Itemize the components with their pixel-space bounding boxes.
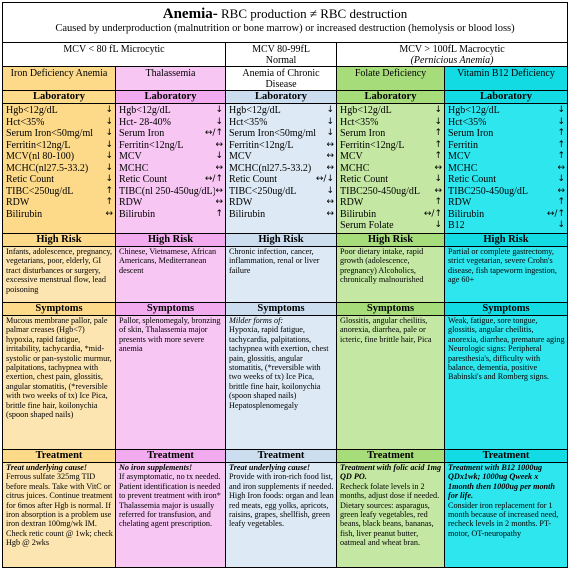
trend-arrow-icon: ↔/↑ — [204, 174, 223, 184]
lab-values — [337, 104, 444, 234]
lab-name: RDW — [119, 197, 143, 208]
lab-name: Hgb<12g/dL — [229, 105, 281, 116]
lab-row — [229, 117, 334, 129]
disease-name: Folate Deficiency — [337, 67, 444, 91]
mcv-macrocytic — [337, 43, 567, 67]
lab-name: Hgb<12g/dL — [340, 105, 392, 116]
trend-arrow-icon: ↔ — [215, 162, 223, 173]
column-folate-deficiency — [337, 67, 445, 568]
lab-values — [226, 104, 336, 234]
symptoms-heading: Symptoms — [116, 303, 225, 316]
trend-arrow-icon: ↔ — [105, 208, 113, 219]
risk-heading: High Risk — [337, 234, 444, 247]
lab-name: Bilirubin — [340, 208, 377, 220]
lab-name: Ferritin<12ng/L — [340, 139, 405, 151]
lab-row — [448, 174, 565, 186]
symptoms-lead: Milder forms of: — [229, 316, 284, 325]
lab-name: Ferritin<12ng/L — [119, 139, 184, 151]
lab-name: Bilirubin — [448, 208, 485, 220]
lab-row — [119, 140, 223, 152]
lab-row — [448, 151, 565, 163]
lab-row — [448, 128, 565, 140]
trend-arrow-icon: ↓ — [557, 116, 565, 127]
trend-arrow-icon: ↓ — [105, 139, 113, 150]
trend-arrow-icon: ↔ — [326, 162, 334, 173]
column-chronic-disease — [226, 67, 337, 568]
risk-text: Infants, adolescence, pregnancy, vegetarians, poor, elderly, GI tract disturbances or surgery, excessive menstrual flow, lead poisoning — [3, 247, 115, 303]
mcv-header-row — [3, 43, 567, 67]
trend-arrow-icon: ↔ — [215, 139, 223, 150]
lab-name: Hgb<12g/dL — [119, 105, 171, 116]
lab-name: Hgb<12g/dL — [448, 105, 500, 116]
symptoms-body: Glossitis, angular cheilitis, anorexia, diarrhea, pale or icteric, fine brittle hair, Pica — [340, 316, 432, 344]
lab-name: Ferritin — [448, 139, 478, 151]
trend-arrow-icon: ↔ — [215, 197, 223, 207]
trend-arrow-icon: ↔/↑ — [546, 208, 565, 219]
lab-row — [119, 209, 223, 221]
lab-name: Retic Count — [340, 174, 389, 185]
lab-row — [229, 105, 334, 117]
lab-name: MCV — [448, 151, 471, 162]
lab-name: Serum Iron — [119, 128, 165, 139]
lab-row — [229, 186, 334, 198]
risk-heading: High Risk — [116, 234, 225, 247]
lab-row — [6, 186, 113, 198]
lab-name: Serum Iron<50mg/ml — [6, 128, 94, 139]
mcv-label: MCV 80-99fL — [252, 44, 310, 55]
risk-heading: High Risk — [226, 234, 336, 247]
lab-row — [229, 163, 334, 175]
lab-row — [340, 209, 442, 221]
lab-row — [340, 140, 442, 152]
trend-arrow-icon: ↔/↑ — [204, 128, 223, 138]
lab-name: TIBC<250ug/dL — [6, 185, 74, 197]
risk-heading: High Risk — [445, 234, 567, 247]
trend-arrow-icon: ↓ — [434, 116, 442, 127]
lab-row — [340, 163, 442, 175]
trend-arrow-icon: ↓ — [105, 174, 113, 184]
symptoms-body: Pallor, splenomegaly, bronzing of skin, Thalassemia major presents with more severe anemia — [119, 316, 221, 354]
lab-row — [229, 140, 334, 152]
lab-row — [448, 117, 565, 129]
trend-arrow-icon: ↑ — [557, 128, 565, 138]
treatment-lead: Treat underlying cause! — [229, 463, 311, 472]
column-b12-deficiency — [445, 67, 567, 568]
treatment-body: Recheck folate levels in 2 months, adjust dose if needed. Dietary sources: asparagus, green leafy vegetables, red beans, black beans, bananas, fish, liver peanut butter, oatmeal and wheat bran. — [340, 481, 440, 548]
lab-row — [448, 209, 565, 221]
symptoms-body: Mucous membrane pallor, pale palmar creases (Hgb<7) hypoxia, rapid fatigue, irritability, tachycardia, *mid-systolic or pan-systolic murmur, palpitations, tachypnea with exertion, chest pain, glossitis, angular stomatitis, (*reversible with two weeks of tx) Ice Pica, brittle fine hair, koilonychia (spoon shaped nails) — [6, 316, 112, 420]
lab-row — [448, 105, 565, 117]
treatment-lead: Treat underlying cause! — [6, 463, 88, 472]
trend-arrow-icon: ↑ — [434, 139, 442, 150]
trend-arrow-icon: ↔ — [434, 162, 442, 173]
disease-name: Iron Deficiency Anemia — [3, 67, 115, 91]
risk-heading: High Risk — [3, 234, 115, 247]
lab-name: Hct- 28-40% — [119, 116, 171, 128]
lab-row — [229, 197, 334, 209]
lab-row — [6, 209, 113, 221]
lab-name: Retic Count — [229, 174, 278, 185]
trend-arrow-icon: ↑ — [434, 151, 442, 161]
lab-row — [6, 128, 113, 140]
anemia-chart — [2, 2, 568, 568]
trend-arrow-icon: ↓ — [215, 105, 223, 115]
treatment-heading: Treatment — [445, 450, 567, 463]
treatment-text — [3, 463, 115, 568]
lab-name: Ferritin<12ng/L — [6, 139, 71, 151]
lab-row — [6, 105, 113, 117]
lab-name: Retic Count — [448, 174, 497, 185]
trend-arrow-icon: ↓ — [557, 105, 565, 115]
lab-row — [6, 151, 113, 163]
mcv-sub: (Pernicious Anemia) — [410, 55, 494, 66]
symptoms-text — [445, 316, 567, 450]
lab-heading: Laboratory — [116, 91, 225, 104]
lab-name: RDW — [229, 197, 253, 208]
trend-arrow-icon: ↔ — [557, 162, 565, 173]
risk-text: Chinese, Vietnamese, African Americans, Mediterranean descent — [116, 247, 225, 303]
lab-row — [6, 140, 113, 152]
column-iron-deficiency — [3, 67, 116, 568]
lab-name: B12 — [448, 220, 465, 231]
lab-name: MCV — [119, 151, 142, 162]
lab-heading: Laboratory — [3, 91, 115, 104]
risk-text: Poor dietary intake, rapid growth (adolescence, pregnancy) Alcoholics, chronically malnourished — [337, 247, 444, 303]
lab-name: MCV — [340, 151, 363, 162]
lab-name: Bilirubin — [119, 208, 156, 220]
lab-row — [448, 140, 565, 152]
lab-row — [6, 117, 113, 129]
trend-arrow-icon: ↔/↑ — [423, 208, 442, 219]
treatment-heading: Treatment — [3, 450, 115, 463]
lab-row — [448, 197, 565, 209]
trend-arrow-icon: ↓ — [557, 220, 565, 230]
trend-arrow-icon: ↓ — [105, 162, 113, 173]
lab-name: Hct<35% — [340, 116, 379, 128]
lab-name: TIBC250-450ug/dL — [448, 185, 528, 197]
trend-arrow-icon: ↓ — [326, 185, 334, 196]
lab-row — [119, 186, 223, 198]
trend-arrow-icon: ↓ — [557, 174, 565, 184]
lab-values — [116, 104, 225, 234]
trend-arrow-icon: ↔ — [326, 139, 334, 150]
trend-arrow-icon: ↔/↓ — [315, 174, 334, 184]
lab-heading: Laboratory — [445, 91, 567, 104]
trend-arrow-icon: ↓ — [105, 105, 113, 115]
lab-name: RDW — [6, 197, 30, 208]
lab-name: RDW — [448, 197, 472, 208]
lab-row — [340, 151, 442, 163]
lab-name: Serum Folate — [340, 220, 394, 231]
lab-name: TIBC250-450ug/dL — [340, 185, 420, 197]
lab-name: TIBC(nl 250-450ug/dL) — [119, 185, 216, 197]
symptoms-heading: Symptoms — [226, 303, 336, 316]
trend-arrow-icon: ↑ — [215, 208, 223, 219]
disease-name: Thalassemia — [116, 67, 225, 91]
disease-name: Anemia of Chronic Disease — [226, 67, 336, 91]
lab-name: Hct<35% — [229, 116, 268, 128]
treatment-lead: Treatment with folic acid 1mg QD PO. — [340, 463, 442, 482]
trend-arrow-icon: ↔ — [434, 185, 442, 196]
chart-header — [3, 3, 567, 43]
treatment-text — [337, 463, 444, 568]
lab-row — [340, 174, 442, 186]
lab-row — [340, 220, 442, 232]
treatment-lead: No iron supplements! — [119, 463, 193, 472]
trend-arrow-icon: ↑ — [105, 197, 113, 207]
lab-row — [340, 128, 442, 140]
lab-row — [448, 220, 565, 232]
lab-row — [448, 163, 565, 175]
trend-arrow-icon: ↑ — [105, 185, 113, 196]
lab-row — [119, 151, 223, 163]
trend-arrow-icon: ↓ — [105, 116, 113, 127]
lab-row — [119, 174, 223, 186]
trend-arrow-icon: ↓ — [434, 220, 442, 230]
lab-row — [340, 105, 442, 117]
trend-arrow-icon: ↔ — [326, 197, 334, 207]
trend-arrow-icon: ↓ — [105, 151, 113, 161]
lab-row — [119, 197, 223, 209]
lab-row — [6, 197, 113, 209]
cause-line: Caused by underproduction (malnutrition or bone marrow) or increased destruction (hemolysis or blood loss) — [55, 23, 515, 34]
lab-name: TIBC<250ug/dL — [229, 185, 297, 197]
lab-row — [119, 163, 223, 175]
lab-name: MCHC — [340, 162, 370, 174]
trend-arrow-icon: ↑ — [434, 128, 442, 138]
lab-row — [448, 186, 565, 198]
chart-title — [3, 6, 567, 22]
trend-arrow-icon: ↓ — [326, 105, 334, 115]
lab-name: MCHC(nl27.5-33.2) — [229, 162, 312, 174]
symptoms-heading: Symptoms — [3, 303, 115, 316]
trend-arrow-icon: ↑ — [557, 197, 565, 207]
treatment-heading: Treatment — [337, 450, 444, 463]
lab-row — [340, 186, 442, 198]
title-rest: RBC production ≠ RBC destruction — [217, 6, 408, 21]
lab-name: Hct<35% — [448, 116, 487, 128]
trend-arrow-icon: ↔ — [326, 208, 334, 219]
symptoms-heading: Symptoms — [445, 303, 567, 316]
lab-row — [6, 174, 113, 186]
treatment-heading: Treatment — [226, 450, 336, 463]
trend-arrow-icon: ↓ — [215, 116, 223, 127]
lab-row — [229, 128, 334, 140]
lab-name: Serum Iron — [340, 128, 386, 139]
lab-name: MCHC — [448, 162, 478, 174]
mcv-label: MCV > 100fL Macrocytic — [399, 44, 505, 55]
lab-name: Bilirubin — [6, 208, 43, 220]
treatment-text — [445, 463, 567, 568]
mcv-normal — [226, 43, 337, 67]
trend-arrow-icon: ↓ — [434, 174, 442, 184]
trend-arrow-icon: ↑ — [557, 139, 565, 150]
lab-heading: Laboratory — [226, 91, 336, 104]
treatment-body: Provide with iron-rich food list, and iron supplements if needed. High Iron foods: organ and lean red meats, egg yolks, apricots, raisins, grapes, shellfish, green leafy vegetables. — [229, 472, 334, 529]
lab-name: MCHC(nl27.5-33.2) — [6, 162, 89, 174]
disease-columns — [3, 67, 567, 568]
lab-values — [445, 104, 567, 234]
lab-row — [340, 117, 442, 129]
trend-arrow-icon: ↓ — [434, 105, 442, 115]
lab-name: Bilirubin — [229, 208, 266, 220]
trend-arrow-icon: ↔ — [215, 185, 223, 196]
lab-name: MCV(nl 80-100) — [6, 151, 75, 162]
mcv-label: MCV < 80 fL Microcytic — [63, 44, 165, 55]
treatment-text — [226, 463, 336, 568]
trend-arrow-icon: ↑ — [557, 151, 565, 161]
column-thalassemia — [116, 67, 226, 568]
mcv-microcytic — [3, 43, 226, 67]
symptoms-heading: Symptoms — [337, 303, 444, 316]
treatment-text — [116, 463, 225, 568]
symptoms-text — [226, 316, 336, 450]
trend-arrow-icon: ↓ — [215, 151, 223, 161]
treatment-body: If asymptomatic, no tx needed. Patient identification is needed to prevent treatment with iron* Thalassemia major is usually referred for transfusion, and chelating agent prescription. — [119, 472, 221, 529]
lab-name: Hct<35% — [6, 116, 45, 128]
lab-row — [119, 105, 223, 117]
lab-values — [3, 104, 115, 234]
lab-row — [229, 209, 334, 221]
symptoms-text — [3, 316, 115, 450]
lab-name: MCV — [229, 151, 252, 162]
trend-arrow-icon: ↓ — [105, 128, 113, 138]
risk-text: Partial or complete gastrectomy, strict vegetarian, severe Crohn's disease, fish tapeworm ingestion, age 60+ — [445, 247, 567, 303]
trend-arrow-icon: ↑ — [434, 197, 442, 207]
lab-name: Retic Count — [119, 174, 168, 185]
lab-heading: Laboratory — [337, 91, 444, 104]
trend-arrow-icon: ↔ — [557, 185, 565, 196]
lab-row — [340, 197, 442, 209]
title-bold: Anemia- — [162, 6, 218, 22]
symptoms-body: Weak, fatigue, sore tongue, glossitis, angular cheilitis, anorexia, diarrhea, premature aging Neurologic signs: Peripheral paresthesia's, difficulty with balance, dementia, positive Babinski's and Romberg signs. — [448, 316, 565, 382]
symptoms-text — [337, 316, 444, 450]
lab-name: Retic Count — [6, 174, 55, 185]
lab-row — [119, 117, 223, 129]
lab-row — [229, 174, 334, 186]
lab-row — [6, 163, 113, 175]
lab-row — [229, 151, 334, 163]
lab-name: Serum Iron — [448, 128, 494, 139]
lab-name: Hgb<12g/dL — [6, 105, 58, 116]
treatment-body: Consider iron replacement for 1 month because of increased need, recheck levels in 2 months. PT-motor, OT-neuropathy — [448, 500, 559, 538]
treatment-lead: Treatment with B12 1000ug QDx1wk; 1000ug Qweek x 1month then 1000ug per month for life. — [448, 463, 555, 501]
disease-name: Vitamin B12 Deficiency — [445, 67, 567, 91]
symptoms-body: Hypoxia, rapid fatigue, tachycardia, palpitations, tachypnea with exertion, chest pain, glossitis, angular stomatitis, (*reversible with two weeks of tx) Ice Pica, brittle fine hair, koilonychia (spoon shaped nails) Hepatosplenomegaly — [229, 325, 329, 410]
treatment-body: Ferrous sulfate 325mg TID before meals. Take with VitC or citrus juices. Continue treatment for 6mos after Hgb is normal. If iron absorption is a problem use iron dextran 100mg/wk IM. Check retic count @ 1wk; check Hgb @ 2wks — [6, 472, 113, 548]
symptoms-text — [116, 316, 225, 450]
trend-arrow-icon: ↔ — [326, 151, 334, 161]
risk-text: Chronic infection, cancer, inflammation, renal or liver failure — [226, 247, 336, 303]
trend-arrow-icon: ↓ — [326, 128, 334, 138]
mcv-sub: Normal — [265, 55, 297, 66]
lab-name: MCHC — [119, 162, 149, 174]
lab-name: Ferritin<12ng/L — [229, 139, 294, 151]
lab-name: Serum Iron<50mg/ml — [229, 128, 317, 139]
trend-arrow-icon: ↓ — [326, 116, 334, 127]
lab-name: RDW — [340, 197, 364, 208]
lab-row — [119, 128, 223, 140]
treatment-heading: Treatment — [116, 450, 225, 463]
